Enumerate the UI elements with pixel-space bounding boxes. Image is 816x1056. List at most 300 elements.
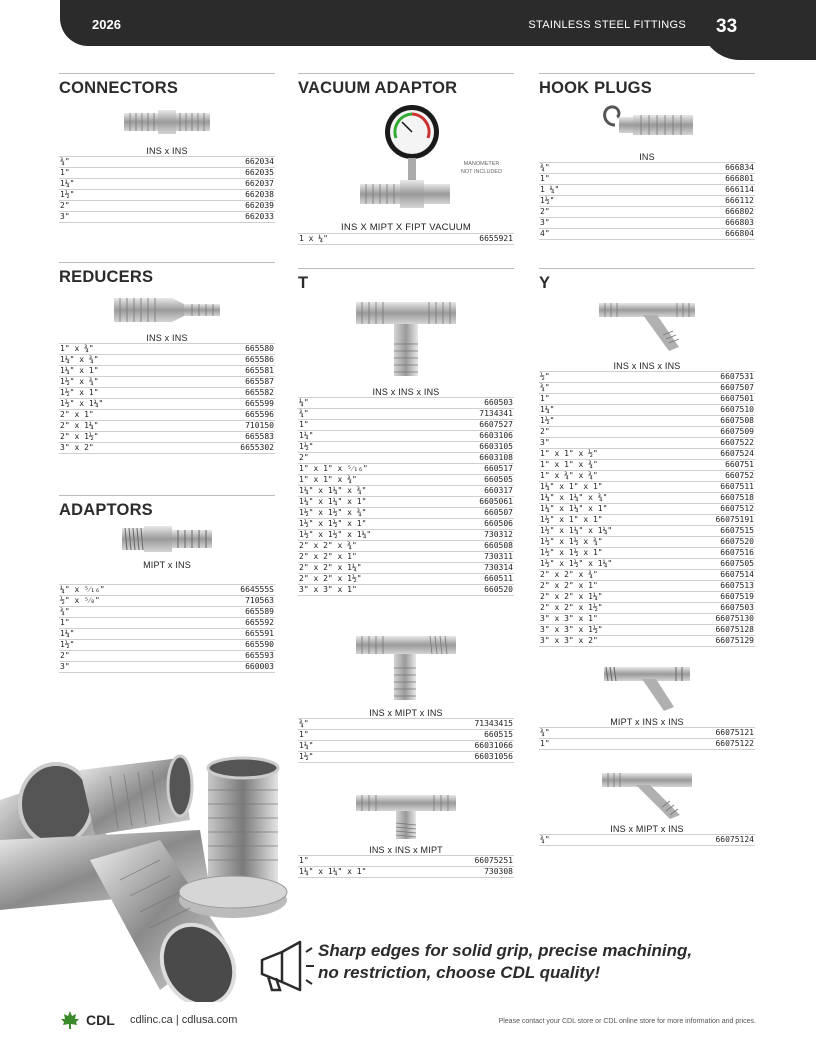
part-number-cell: 664555S — [240, 585, 274, 594]
product-caption: INS x INS — [146, 146, 188, 156]
size-cell: ½" — [540, 372, 550, 381]
table-row — [539, 603, 755, 614]
table-row — [539, 739, 755, 750]
connectors-table — [59, 156, 275, 223]
promo-line-1: Sharp edges for solid grip, precise machining, — [318, 941, 693, 960]
size-cell: 1" x ¾" x ¾" — [540, 471, 598, 480]
table-row — [298, 574, 514, 585]
part-number-cell: 660317 — [484, 486, 513, 495]
part-number-cell: 730312 — [484, 530, 513, 539]
size-cell: 3" x 3" x 1½" — [540, 625, 603, 634]
table-row — [298, 752, 514, 763]
table-row — [59, 432, 275, 443]
table-row — [298, 453, 514, 464]
table-row — [539, 460, 755, 471]
section-heading: T — [298, 274, 309, 292]
table-row — [59, 399, 275, 410]
table-row — [539, 515, 755, 526]
part-number-cell: 666804 — [725, 229, 754, 238]
product-caption: INS x MIPT x INS — [610, 824, 684, 834]
section-heading: ADAPTORS — [59, 501, 153, 519]
promo-line-2: no restriction, choose CDL quality! — [318, 963, 601, 982]
table-row — [298, 856, 514, 867]
table-row — [59, 179, 275, 190]
part-number-cell: 665583 — [245, 432, 274, 441]
size-cell: 1¼" — [540, 405, 555, 414]
size-cell: 1" — [299, 856, 309, 865]
adaptor-image — [59, 520, 275, 558]
tee-image — [298, 293, 514, 383]
table-row — [298, 519, 514, 530]
part-number-cell: 660751 — [725, 460, 754, 469]
part-number-cell: 6607518 — [720, 493, 754, 502]
size-cell: 1" — [299, 420, 309, 429]
part-number-cell: 6607527 — [479, 420, 513, 429]
table-row — [298, 741, 514, 752]
table-row — [539, 438, 755, 449]
footer-websites[interactable]: cdlinc.ca | cdlusa.com — [130, 1014, 238, 1026]
size-cell: 2" x 2" x 1¼" — [299, 563, 362, 572]
table-row — [298, 563, 514, 574]
size-cell: 3" — [60, 212, 70, 221]
product-caption: INS x INS x INS — [372, 387, 440, 397]
size-cell: ¾" — [540, 835, 550, 844]
part-number-cell: 665580 — [245, 344, 274, 353]
table-row — [298, 585, 514, 596]
part-number-cell: 660505 — [484, 475, 513, 484]
part-number-cell: 665593 — [245, 651, 274, 660]
reducers-section — [59, 262, 275, 454]
table-row — [539, 537, 755, 548]
size-cell: 2" x 2" x 1½" — [299, 574, 362, 583]
size-cell: 2" — [60, 651, 70, 660]
hook-plug-image — [539, 98, 755, 146]
adaptors-table — [59, 584, 275, 673]
table-row — [59, 388, 275, 399]
maple-leaf-icon — [60, 1010, 80, 1030]
size-cell: 1" — [540, 739, 550, 748]
tee-mipt-table — [298, 718, 514, 763]
size-cell: ¼" — [299, 398, 309, 407]
table-row — [298, 552, 514, 563]
part-number-cell: 6603105 — [479, 442, 513, 451]
connectors-section — [59, 73, 275, 223]
table-row — [59, 190, 275, 201]
part-number-cell: 66031066 — [474, 741, 513, 750]
part-number-cell: 660508 — [484, 541, 513, 550]
part-number-cell: 6607516 — [720, 548, 754, 557]
vacuum-adaptor-section — [298, 73, 514, 245]
connector-image — [59, 98, 275, 146]
size-cell: 1 x ¼" — [299, 234, 328, 243]
part-number-cell: 66075128 — [715, 625, 754, 634]
size-cell: ¼" x ⁵⁄₁₆" — [60, 585, 105, 594]
part-number-cell: 666801 — [725, 174, 754, 183]
part-number-cell: 730314 — [484, 563, 513, 572]
table-row — [59, 377, 275, 388]
size-cell: 3" x 2" — [60, 443, 94, 452]
size-cell: 1½" — [540, 416, 555, 425]
table-row — [298, 464, 514, 475]
table-row — [298, 730, 514, 741]
hook-plugs-section — [539, 73, 755, 240]
size-cell: 2" x 2" x ¾" — [299, 541, 357, 550]
part-number-cell: 660506 — [484, 519, 513, 528]
size-cell: 2" x 2" x 1½" — [540, 603, 603, 612]
table-row — [298, 719, 514, 730]
product-caption: INS — [639, 152, 655, 162]
size-cell: 1" — [299, 730, 309, 739]
size-cell: 1" x 1" x ¾" — [299, 475, 357, 484]
part-number-cell: 6603108 — [479, 453, 513, 462]
table-row — [539, 207, 755, 218]
cdl-logo — [60, 1010, 115, 1030]
part-number-cell: 6607512 — [720, 504, 754, 513]
table-row — [539, 504, 755, 515]
part-number-cell: 665592 — [245, 618, 274, 627]
part-number-cell: 660511 — [484, 574, 513, 583]
table-row — [298, 497, 514, 508]
brand-name: CDL — [86, 1012, 115, 1028]
part-number-cell: 665582 — [245, 388, 274, 397]
wye-section — [539, 268, 755, 846]
size-cell: 2" — [540, 427, 550, 436]
size-cell: 2" x 1" — [60, 410, 94, 419]
wye-ins-table — [539, 371, 755, 647]
part-number-cell: 6607501 — [720, 394, 754, 403]
part-number-cell: 660507 — [484, 508, 513, 517]
size-cell: 1½" — [299, 752, 314, 761]
size-cell: 1½" x 1¼" x 1¼" — [540, 526, 613, 535]
section-heading: VACUUM ADAPTOR — [298, 79, 458, 97]
part-number-cell: 660752 — [725, 471, 754, 480]
part-number-cell: 666802 — [725, 207, 754, 216]
part-number-cell: 666114 — [725, 185, 754, 194]
size-cell: 1½" — [60, 190, 75, 199]
part-number-cell: 660517 — [484, 464, 513, 473]
product-caption: MIPT x INS x INS — [610, 717, 684, 727]
size-cell: 2" — [60, 201, 70, 210]
size-cell: 1½" x 1" — [60, 388, 99, 397]
size-cell: 3" x 3" x 2" — [540, 636, 598, 645]
product-caption: INS X MIPT X FIPT VACUUM — [341, 222, 471, 233]
table-row — [539, 625, 755, 636]
part-number-cell: 665596 — [245, 410, 274, 419]
part-number-cell: 662035 — [245, 168, 274, 177]
section-heading: CONNECTORS — [59, 79, 179, 97]
size-cell: 2" — [299, 453, 309, 462]
part-number-cell: 730308 — [484, 867, 513, 876]
table-row — [59, 607, 275, 618]
part-number-cell: 665590 — [245, 640, 274, 649]
part-number-cell: 66075130 — [715, 614, 754, 623]
size-cell: 1¼" — [60, 179, 75, 188]
table-row — [298, 486, 514, 497]
table-row — [539, 163, 755, 174]
size-cell: 3" — [540, 438, 550, 447]
part-number-cell: 7134341 — [479, 409, 513, 418]
part-number-cell: 66075122 — [715, 739, 754, 748]
part-number-cell: 6607520 — [720, 537, 754, 546]
part-number-cell: 6607515 — [720, 526, 754, 535]
wye-ins-mipt-table — [539, 834, 755, 846]
table-row — [539, 592, 755, 603]
size-cell: 1" x 1" x ½" — [540, 449, 598, 458]
part-number-cell: 660503 — [484, 398, 513, 407]
size-cell: 1¼" x 1¼" x ¾" — [540, 493, 608, 502]
table-row — [539, 394, 755, 405]
size-cell: 1¼" x 1¼" x ¾" — [299, 486, 367, 495]
table-row — [59, 168, 275, 179]
part-number-cell: 6607509 — [720, 427, 754, 436]
size-cell: 3" — [60, 662, 70, 671]
part-number-cell: 6607507 — [720, 383, 754, 392]
tee-ins-table — [298, 397, 514, 596]
table-row — [298, 475, 514, 486]
table-row — [298, 867, 514, 878]
size-cell: 1¼" x 1" x 1" — [540, 482, 603, 491]
size-cell: 1" — [540, 174, 550, 183]
size-cell: ¾" — [540, 383, 550, 392]
section-heading: Y — [539, 274, 551, 292]
part-number-cell: 6655302 — [240, 443, 274, 452]
size-cell: ¾" — [299, 409, 309, 418]
table-row — [298, 234, 514, 245]
table-row — [539, 372, 755, 383]
part-number-cell: 666834 — [725, 163, 754, 172]
part-number-cell: 6607511 — [720, 482, 754, 491]
table-row — [59, 629, 275, 640]
section-heading: HOOK PLUGS — [539, 79, 652, 97]
wye-ins-mipt-image — [539, 764, 755, 824]
part-number-cell: 665591 — [245, 629, 274, 638]
size-cell: 3" — [540, 218, 550, 227]
size-cell: ¾" — [299, 719, 309, 728]
product-caption: INS x INS — [146, 333, 188, 343]
footer-note: Please contact your CDL store or CDL online store for more information and prices. — [498, 1018, 756, 1025]
tee-mipt-image — [298, 630, 514, 704]
table-row — [59, 585, 275, 596]
part-number-cell: 6607513 — [720, 581, 754, 590]
table-row — [539, 427, 755, 438]
table-row — [59, 212, 275, 223]
size-cell: 2" x 2" x 1¼" — [540, 592, 603, 601]
reducer-image — [59, 287, 275, 333]
size-cell: 2" x 2" x 1" — [540, 581, 598, 590]
part-number-cell: 662034 — [245, 157, 274, 166]
size-cell: 1" x 1" x ⁵⁄₁₆" — [299, 464, 368, 473]
part-number-cell: 666803 — [725, 218, 754, 227]
table-row — [539, 471, 755, 482]
table-row — [298, 530, 514, 541]
size-cell: 1¼" x 1¼" x 1" — [299, 867, 367, 876]
size-cell: 2" x 2" x 1" — [299, 552, 357, 561]
table-row — [298, 431, 514, 442]
size-cell: 2" x 1½" — [60, 432, 99, 441]
size-cell: 2" x 1¼" — [60, 421, 99, 430]
table-row — [59, 662, 275, 673]
table-row — [539, 449, 755, 460]
page-number: 33 — [716, 16, 738, 37]
table-row — [539, 405, 755, 416]
size-cell: 1" — [60, 168, 70, 177]
table-row — [539, 218, 755, 229]
size-cell: 1½" x 1½" x 1¼" — [299, 530, 372, 539]
table-row — [59, 640, 275, 651]
size-cell: 1½" — [60, 640, 75, 649]
table-row — [59, 157, 275, 168]
table-row — [539, 196, 755, 207]
table-row — [539, 416, 755, 427]
section-title: STAINLESS STEEL FITTINGS — [528, 19, 686, 31]
tee-ins-mipt-table — [298, 855, 514, 878]
table-row — [298, 541, 514, 552]
size-cell: 1½" x ¾" — [60, 377, 99, 386]
table-row — [539, 526, 755, 537]
table-row — [59, 651, 275, 662]
part-number-cell: 662037 — [245, 179, 274, 188]
size-cell: 2" x 2" x ¾" — [540, 570, 598, 579]
part-number-cell: 6607524 — [720, 449, 754, 458]
table-row — [539, 493, 755, 504]
part-number-cell: 665599 — [245, 399, 274, 408]
size-cell: 1½" x 1¼" — [60, 399, 104, 408]
section-heading: REDUCERS — [59, 268, 154, 286]
size-cell: 1" x ¾" — [60, 344, 94, 353]
size-cell: 1¼" x 1¼" x 1" — [540, 504, 608, 513]
size-cell: 1" — [60, 618, 70, 627]
table-row — [539, 482, 755, 493]
part-number-cell: 6655921 — [479, 234, 513, 243]
part-number-cell: 665587 — [245, 377, 274, 386]
size-cell: ¾" — [60, 157, 70, 166]
part-number-cell: 710563 — [245, 596, 274, 605]
table-row — [59, 366, 275, 377]
size-cell: ½" x ⁵⁄₈" — [60, 596, 100, 605]
part-number-cell: 66075191 — [715, 515, 754, 524]
product-caption: INS x INS x MIPT — [369, 845, 443, 855]
size-cell: 1 ¼" — [540, 185, 560, 194]
part-number-cell: 6607531 — [720, 372, 754, 381]
part-number-cell: 662038 — [245, 190, 274, 199]
size-cell: 1½" — [299, 442, 314, 451]
table-row — [539, 581, 755, 592]
size-cell: ¾" — [60, 607, 70, 616]
size-cell: 1½" x 1½ x 1" — [540, 548, 603, 557]
size-cell: 1½" — [540, 196, 555, 205]
part-number-cell: 660003 — [245, 662, 274, 671]
table-row — [539, 570, 755, 581]
reducers-table — [59, 343, 275, 454]
table-row — [539, 614, 755, 625]
size-cell: 2" — [540, 207, 550, 216]
size-cell: 1¼" x 1" — [60, 366, 99, 375]
part-number-cell: 660515 — [484, 730, 513, 739]
size-cell: 3" x 3" x 1" — [299, 585, 357, 594]
table-row — [539, 548, 755, 559]
table-row — [539, 636, 755, 647]
part-number-cell: 665586 — [245, 355, 274, 364]
table-row — [59, 355, 275, 366]
part-number-cell: 666112 — [725, 196, 754, 205]
part-number-cell: 6607522 — [720, 438, 754, 447]
table-row — [539, 559, 755, 570]
table-row — [539, 728, 755, 739]
table-row — [539, 229, 755, 240]
product-caption: INS x INS x INS — [613, 361, 681, 371]
table-row — [59, 596, 275, 607]
table-row — [59, 421, 275, 432]
part-number-cell: 6607508 — [720, 416, 754, 425]
table-row — [59, 618, 275, 629]
part-number-cell: 662039 — [245, 201, 274, 210]
part-number-cell: 66075251 — [474, 856, 513, 865]
part-number-cell: 6607519 — [720, 592, 754, 601]
size-cell: 1½" x 1½" x ¾" — [299, 508, 367, 517]
product-caption: MIPT x INS — [143, 560, 191, 570]
size-cell: 1¼" x 1¼" x 1" — [299, 497, 367, 506]
product-caption: INS x MIPT x INS — [369, 708, 443, 718]
size-cell: 1" — [540, 394, 550, 403]
part-number-cell: 71343415 — [474, 719, 513, 728]
part-number-cell: 710150 — [245, 421, 274, 430]
part-number-cell: 66075124 — [715, 835, 754, 844]
table-row — [539, 174, 755, 185]
tee-ins-mipt-image — [298, 789, 514, 845]
size-cell: ¾" — [540, 163, 550, 172]
size-cell: 1¼" — [299, 431, 314, 440]
promo-banner — [256, 938, 726, 992]
part-number-cell: 662033 — [245, 212, 274, 221]
table-row — [539, 383, 755, 394]
part-number-cell: 6605061 — [479, 497, 513, 506]
size-cell: 1¼" — [299, 741, 314, 750]
table-row — [298, 398, 514, 409]
table-row — [298, 420, 514, 431]
size-cell: 3" x 3" x 1" — [540, 614, 598, 623]
hook-plugs-table — [539, 162, 755, 240]
page-number-tab — [700, 0, 816, 60]
table-row — [59, 201, 275, 212]
wye-mipt-image — [539, 661, 755, 715]
table-row — [539, 835, 755, 846]
part-number-cell: 6607514 — [720, 570, 754, 579]
adaptors-section — [59, 495, 275, 673]
table-row — [298, 442, 514, 453]
table-row — [59, 344, 275, 355]
part-number-cell: 6607510 — [720, 405, 754, 414]
part-number-cell: 66075121 — [715, 728, 754, 737]
megaphone-icon — [256, 938, 316, 992]
table-row — [59, 410, 275, 421]
part-number-cell: 6607505 — [720, 559, 754, 568]
catalog-year: 2026 — [92, 17, 121, 32]
part-number-cell: 660520 — [484, 585, 513, 594]
vacuum-table — [298, 233, 514, 245]
table-row — [298, 508, 514, 519]
part-number-cell: 665589 — [245, 607, 274, 616]
part-number-cell: 66075129 — [715, 636, 754, 645]
part-number-cell: 730311 — [484, 552, 513, 561]
size-cell: 1¼" — [60, 629, 75, 638]
part-number-cell: 6603106 — [479, 431, 513, 440]
table-row — [539, 185, 755, 196]
table-row — [298, 409, 514, 420]
part-number-cell: 6607503 — [720, 603, 754, 612]
size-cell: ¾" — [540, 728, 550, 737]
fittings-group-photo — [0, 740, 300, 1002]
size-cell: 4" — [540, 229, 550, 238]
